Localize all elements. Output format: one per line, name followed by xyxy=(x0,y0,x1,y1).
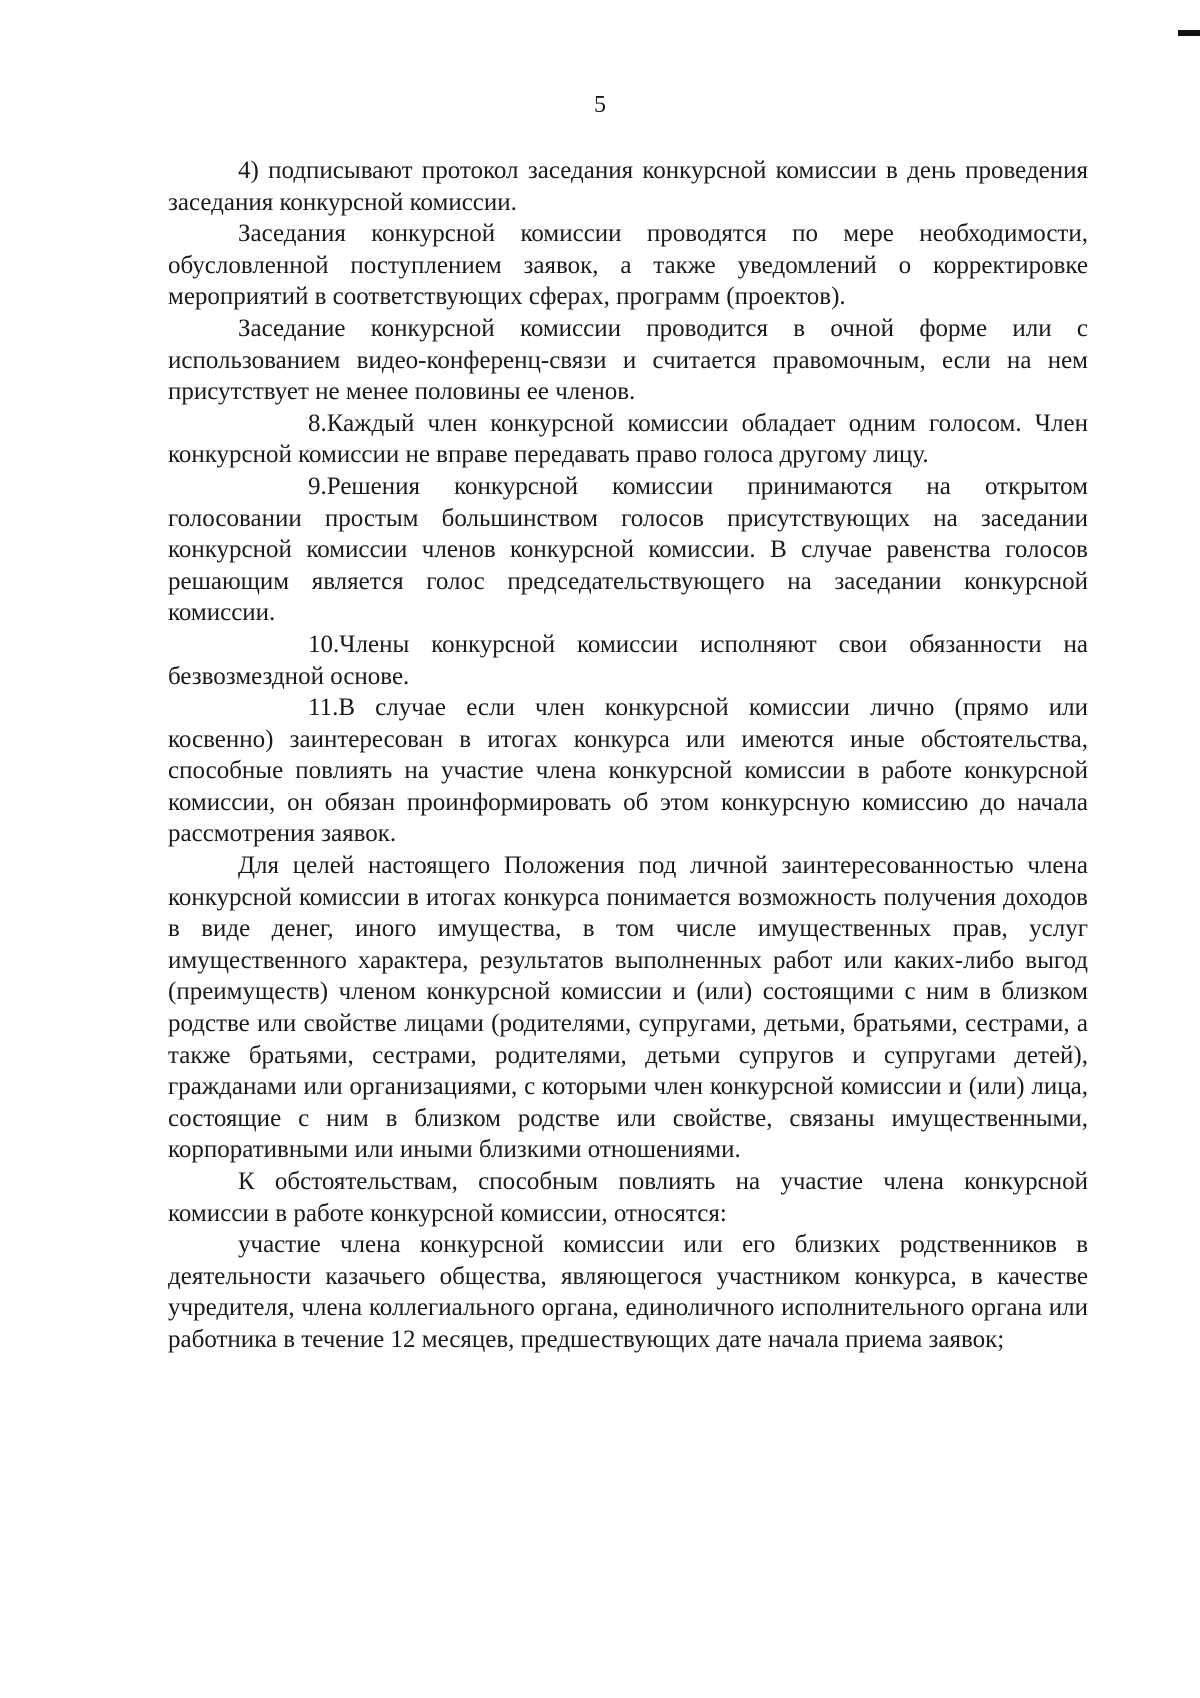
page-number: 5 xyxy=(594,92,606,118)
clause-number: 9. xyxy=(308,472,327,500)
clause-number: 8. xyxy=(308,409,327,437)
paragraph-text: К обстоятельствам, способным повлиять на участие члена конкурсной комиссии в работе конкурсной комиссии, относятся: xyxy=(168,1168,1088,1227)
paragraph-text: Для целей настоящего Положения под личной заинтересованностью члена конкурсной комиссии в итогах конкурса понимается возможность получения доходов в виде денег, иного имущества, в том числе имущественных прав, услуг имущественного характера, результатов выполненных работ или каких-либо выгод (преимуществ) членом конкурсной комиссии и (или) состоящими с ним в близком родстве или свойстве лицами (родителями, супругами, детьми, братьями, сестрами, а также братьями, сестрами, родителями, детьми супругов и супругами детей), гражданами или организациями, с которыми член конкурсной комиссии и (или) лица, состоящие с ним в близком родстве или свойстве, связаны имущественными, корпоративными или иными близкими отношениями. xyxy=(168,852,1088,1164)
paragraph-circumstances xyxy=(168,1166,1088,1229)
paragraph-item-4 xyxy=(168,155,1088,218)
paragraph-text: участие члена конкурсной комиссии или его близких родственников в деятельности казачьего общества, являющегося участником конкурса, в качестве учредителя, члена коллегиального органа, единоличного исполнительного органа или работника в течение 12 месяцев, предшествующих дате начала приема заявок; xyxy=(168,1231,1088,1353)
paragraph-clause-8 xyxy=(168,408,1088,471)
paragraph-participation xyxy=(168,1229,1088,1355)
paragraph-personal-interest xyxy=(168,850,1088,1166)
clause-number: 10. xyxy=(308,630,340,658)
document-body xyxy=(168,155,1088,1356)
paragraph-quorum xyxy=(168,313,1088,408)
clause-number: 11. xyxy=(308,694,339,722)
paragraph-clause-11 xyxy=(168,692,1088,850)
paragraph-text: Каждый член конкурсной комиссии обладает одним голосом. Член конкурсной комиссии не вправе передавать право голоса другому лицу. xyxy=(168,409,1088,469)
scan-edge-mark xyxy=(1178,30,1200,36)
paragraph-text: 4) подписывают протокол заседания конкурсной комиссии в день проведения заседания конкурсной комиссии. xyxy=(168,157,1088,216)
paragraph-text: Заседания конкурсной комиссии проводятся по мере необходимости, обусловленной поступлением заявок, а также уведомлений о корректировке мероприятий в соответствующих сферах, программ (проектов). xyxy=(168,220,1088,311)
paragraph-text: Решения конкурсной комиссии принимаются на открытом голосовании простым большинством голосов присутствующих на заседании конкурсной комиссии членов конкурсной комиссии. В случае равенства голосов решающим является голос председательствующего на заседании конкурсной комиссии. xyxy=(168,472,1088,627)
paragraph-clause-9 xyxy=(168,471,1088,629)
paragraph-text: Члены конкурсной комиссии исполняют свои обязанности на безвозмездной основе. xyxy=(168,630,1088,690)
paragraph-clause-10 xyxy=(168,629,1088,692)
paragraph-text: В случае если член конкурсной комиссии лично (прямо или косвенно) заинтересован в итогах конкурса или имеются иные обстоятельства, способные повлиять на участие члена конкурсной комиссии в работе конкурсной комиссии, он обязан проинформировать об этом конкурсную комиссию до начала рассмотрения заявок. xyxy=(168,694,1088,848)
paragraph-text: Заседание конкурсной комиссии проводится в очной форме или с использованием видео-конференц-связи и считается правомочным, если на нем присутствует не менее половины ее членов. xyxy=(168,314,1088,406)
paragraph-meetings xyxy=(168,218,1088,313)
